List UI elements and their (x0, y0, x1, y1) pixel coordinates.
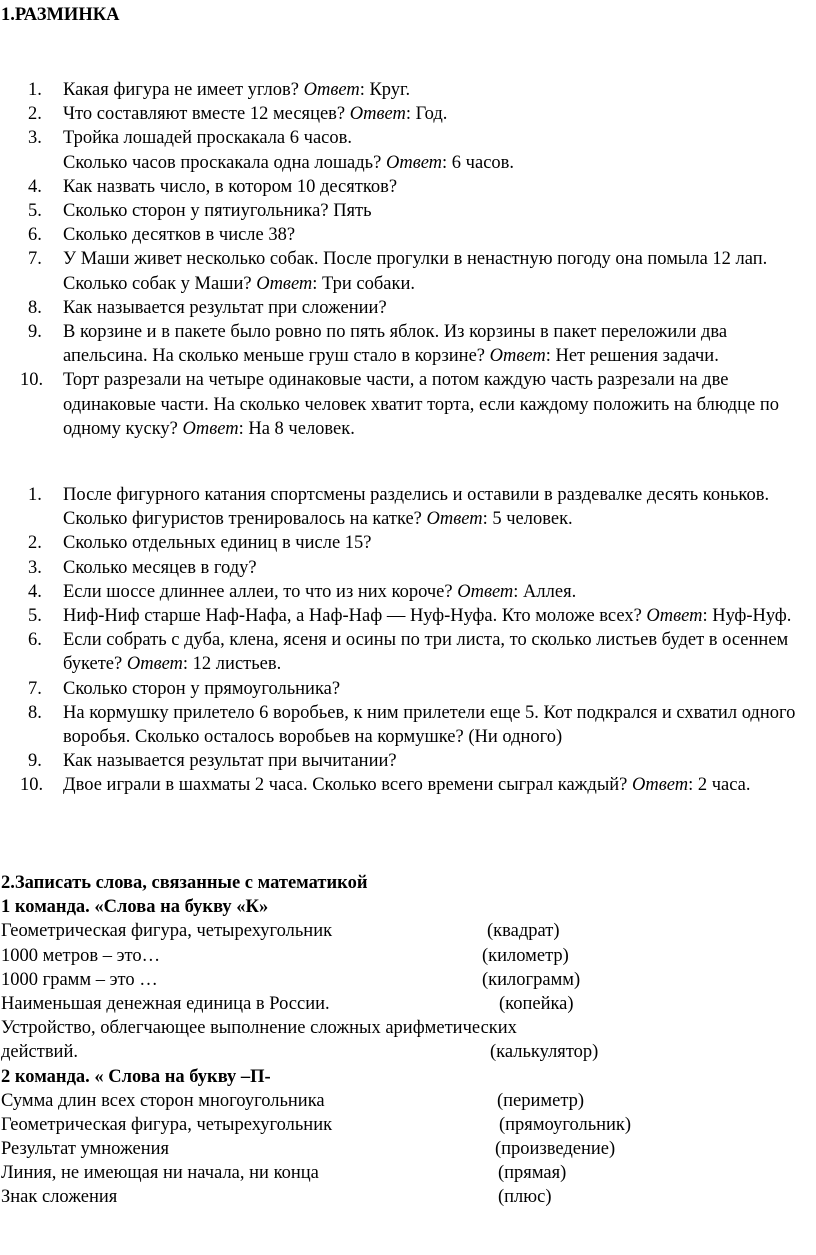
list-item (0, 247, 816, 295)
word-clue: действий. (1, 1042, 78, 1063)
list-item-number: 8. (28, 297, 42, 318)
word-row (1, 1040, 813, 1064)
question-text: Какая фигура не имеет углов? (63, 80, 304, 100)
word-answer: (прямоугольник) (499, 1114, 632, 1135)
answer-label: Ответ (126, 654, 183, 675)
word-clue: Линия, не имеющая ни начала, ни конца (1, 1163, 319, 1184)
word-clue: Геометрическая фигура, четырехугольник (1, 1114, 333, 1135)
team-2-words (1, 1089, 813, 1210)
question-list-1 (0, 78, 816, 441)
question-text: Сколько десятков в числе 38? (63, 225, 296, 246)
answer-text: : 5 человек. (482, 509, 573, 530)
question-text: После фигурного катания спортсмены разделись и оставили в раздевалке десять коньков. Сколько фигуристов тренировалось на катке? (63, 485, 770, 530)
answer-text: : Круг. (359, 80, 411, 100)
section-heading-warmup: 1.РАЗМИНКА (1, 5, 120, 25)
word-row (1, 919, 813, 943)
question-text: Как назвать число, в котором 10 десятков? (63, 176, 398, 197)
list-item-number: 5. (28, 606, 42, 627)
list-item (0, 604, 816, 628)
answer-label: Ответ (385, 152, 443, 173)
list-item (0, 320, 816, 368)
question-text: Тройка лошадей проскакала 6 часов. (63, 128, 352, 149)
question-text: Как называется результат при вычитании? (63, 751, 397, 772)
answer-label: Ответ (489, 346, 546, 367)
word-row (1, 968, 813, 992)
list-item-number: 3. (28, 557, 42, 578)
section-2-title: 2.Записать слова, связанные с математикой (1, 873, 368, 893)
question-text: Двое играли в шахматы 2 часа. Сколько всего времени сыграл каждый? (63, 775, 633, 796)
word-answer: (километр) (482, 945, 569, 966)
word-clue: Устройство, облегчающее выполнение сложных арифметических (1, 1018, 517, 1039)
question-text: Сколько сторон у прямоугольника? (63, 678, 341, 699)
question-text: Сколько часов проскакала одна лошадь? (63, 152, 386, 173)
question-list-2 (0, 483, 816, 798)
word-clue: 1000 грамм – это … (1, 969, 158, 990)
answer-text: : 6 часов. (442, 152, 515, 173)
list-item (0, 701, 816, 749)
list-item-number: 1. (28, 80, 42, 100)
answer-label: Ответ (646, 606, 703, 627)
word-row (1, 1016, 813, 1040)
list-item (0, 749, 816, 773)
team-1-title: 1 команда. «Слова на букву «К» (1, 897, 269, 918)
word-answer: (килограмм) (482, 969, 581, 990)
word-answer: (периметр) (497, 1090, 585, 1111)
question-text: Сколько сторон у пятиугольника? Пять (63, 201, 372, 222)
word-clue: Наименьшая денежная единица в России. (1, 993, 330, 1014)
list-item (0, 296, 816, 320)
answer-label: Ответ (182, 418, 239, 439)
word-answer: (калькулятор) (490, 1042, 599, 1063)
question-text: В корзине и в пакете было ровно по пять яблок. Из корзины в пакет переложили два апельсина. На сколько меньше груш стало в корзине? (63, 322, 728, 367)
list-item (0, 773, 816, 797)
list-item-number: 10. (20, 775, 44, 796)
answer-text: : Нуф-Нуф. (702, 606, 792, 627)
word-answer: (квадрат) (487, 921, 560, 942)
question-text: Если собрать с дуба, клена, ясеня и осины по три листа, то сколько листьев будет в осеннем букете? (63, 630, 789, 675)
answer-label: Ответ (632, 775, 689, 796)
answer-label: Ответ (256, 273, 313, 294)
question-text: У Маши живет несколько собак. После прогулки в ненастную погоду она помыла 12 лап. Сколько собак у Маши? (63, 249, 768, 294)
answer-text: : Год. (405, 104, 448, 125)
word-answer: (произведение) (495, 1139, 616, 1160)
question-text: Сколько отдельных единиц в числе 15? (63, 533, 372, 554)
question-text: На кормушку прилетело 6 воробьев, к ним прилетели еще 5. Кот подкрался и схватил одного воробья. Сколько осталось воробьев на кормушке? (Ни одного) (63, 702, 796, 748)
list-item-number: 5. (28, 201, 42, 222)
list-item-number: 2. (28, 104, 42, 125)
list-item (0, 628, 816, 676)
list-item-number: 9. (28, 751, 42, 772)
list-item (0, 199, 816, 223)
answer-text: : 12 листьев. (182, 654, 282, 675)
answer-label: Ответ (303, 80, 360, 100)
list-item-number: 3. (28, 128, 42, 149)
word-row (1, 1089, 813, 1113)
question-text: Торт разрезали на четыре одинаковые части, а потом каждую часть разрезали на две одинаковые части. На сколько человек хватит торта, если каждому положить на блюдце по одному куску? (63, 370, 780, 439)
list-item-number: 2. (28, 533, 42, 554)
section-2 (1, 871, 813, 1210)
team-1-words (1, 919, 813, 1064)
word-row (1, 1137, 813, 1161)
list-item (0, 677, 816, 701)
question-text: Ниф-Ниф старше Наф-Нафа, а Наф-Наф — Нуф-Нуфа. Кто моложе всех? (63, 606, 647, 627)
question-text: Сколько месяцев в году? (63, 557, 257, 578)
word-row (1, 1161, 813, 1185)
list-item-number: 10. (20, 370, 44, 391)
team-2-title: 2 команда. « Слова на букву –П- (1, 1066, 271, 1087)
word-clue: Сумма длин всех сторон многоугольника (1, 1090, 325, 1111)
word-row (1, 944, 813, 968)
list-item-number: 6. (28, 630, 42, 651)
answer-text: : Три собаки. (312, 273, 416, 294)
list-item-number: 6. (28, 225, 42, 246)
list-item (0, 556, 816, 580)
question-text: Как называется результат при сложении? (63, 297, 387, 318)
word-answer: (плюс) (498, 1187, 552, 1208)
word-answer: (прямая) (498, 1163, 567, 1184)
list-item-number: 8. (28, 702, 42, 723)
word-answer: (копейка) (499, 993, 574, 1014)
word-clue: Знак сложения (1, 1187, 118, 1208)
word-row (1, 992, 813, 1016)
list-item-number: 9. (28, 322, 42, 343)
answer-label: Ответ (457, 581, 514, 602)
list-item (0, 126, 816, 174)
question-text: Если шоссе длиннее аллеи, то что из них короче? (63, 581, 458, 602)
answer-text: : Нет решения задачи. (545, 346, 719, 367)
word-row (1, 1185, 813, 1209)
list-item (0, 531, 816, 555)
answer-text: : Аллея. (513, 581, 577, 602)
word-clue: Геометрическая фигура, четырехугольник (1, 921, 333, 942)
list-item-number: 4. (28, 176, 42, 197)
question-text: Что составляют вместе 12 месяцев? (63, 104, 350, 125)
list-item-number: 7. (28, 249, 42, 270)
list-item (0, 175, 816, 199)
answer-label: Ответ (426, 509, 483, 530)
word-row (1, 1113, 813, 1137)
list-item-number: 4. (28, 581, 42, 602)
list-item-number: 1. (28, 485, 42, 505)
answer-label: Ответ (349, 104, 406, 125)
list-item (0, 368, 816, 441)
list-item-number: 7. (28, 678, 42, 699)
answer-text: : На 8 человек. (238, 418, 355, 439)
word-clue: 1000 метров – это… (1, 945, 161, 966)
list-item (0, 223, 816, 247)
word-clue: Результат умножения (1, 1139, 170, 1160)
list-item (0, 580, 816, 604)
answer-text: : 2 часа. (688, 775, 751, 796)
list-item (0, 102, 816, 126)
list-item (0, 483, 816, 531)
list-item (0, 78, 816, 102)
